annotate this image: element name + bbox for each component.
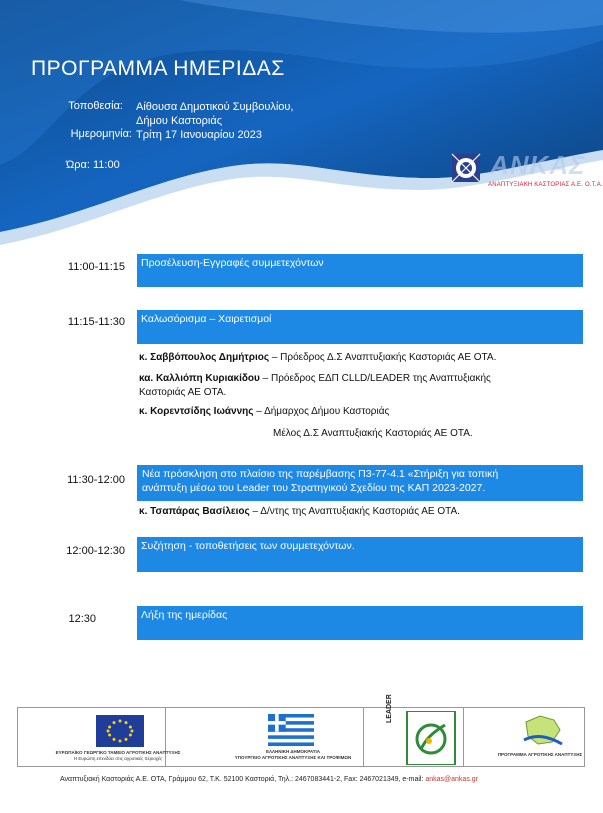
date-value: Τρίτη 17 Ιανουαρίου 2023 [136, 129, 263, 141]
rural-program-logo-icon [520, 714, 566, 750]
speaker-1-role: – Πρόεδρος Δ.Σ Αναπτυξιακής Καστοριάς ΑΕ ΟΤΑ. [269, 352, 497, 363]
rural-program-caption: ΠΡΟΓΡΑΜΜΑ ΑΓΡΟΤΙΚΗΣ ΑΝΑΠΤΥΞΗΣ [497, 752, 583, 757]
speaker-2-role: – Πρόεδρος ΕΔΠ CLLD/LEADER της Αναπτυξιακής [259, 373, 491, 384]
leader-logo-icon [393, 711, 457, 765]
eu-flag-icon [96, 715, 144, 747]
speaker-3-role-cont: Μέλος Δ.Σ Αναπτυξιακής Καστοριάς ΑΕ ΟΤΑ. [273, 428, 473, 439]
header-banner [0, 0, 603, 250]
speaker-3 [139, 405, 539, 419]
logo-divider [463, 708, 464, 766]
speaker-2-role-cont: Καστοριάς ΑΕ ΟΤΑ. [139, 387, 227, 398]
slot-time-2: 11:15-11:30 [67, 316, 125, 328]
slot-text-4: Συζήτηση - τοποθετήσεις των συμμετεχόντων. [141, 540, 355, 552]
slot-text-2: Καλωσόρισμα – Χαιρετισμοί [141, 313, 272, 325]
slot-bar-2 [137, 310, 583, 344]
funding-logos-strip [17, 694, 585, 767]
greek-flag-icon [268, 714, 314, 746]
location-line2: Δήμου Καστοριάς [136, 115, 223, 127]
logo-word: ΑΝΚΑΣ [490, 150, 586, 180]
eu-caption-1: ΕΥΡΩΠΑΪΚΟ ΓΕΩΡΓΙΚΟ ΤΑΜΕΙΟ ΑΓΡΟΤΙΚΗΣ ΑΝΑΠΤΥΞΗΣ [55, 750, 181, 755]
speaker-2 [139, 372, 539, 386]
wave-background [0, 0, 603, 250]
logo-caption: ΑΝΑΠΤΥΞΙΑΚΗ ΚΑΣΤΟΡΙΑΣ Α.Ε. Ο.Τ.Α. [488, 182, 603, 188]
footer-email-link[interactable]: ankas@ankas.gr [425, 776, 478, 783]
slot-time-1: 11:00-11:15 [67, 261, 125, 273]
slot-time-4: 12:00-12:30 [66, 545, 125, 557]
slot-bar-5 [137, 606, 583, 640]
leader-word: LEADER [386, 694, 393, 723]
slot-text-1: Προσέλευση-Εγγραφές συμμετεχόντων [141, 257, 324, 269]
location-label: Τοποθεσία: [68, 100, 123, 112]
gr-caption-2: ΥΠΟΥΡΓΕΙΟ ΑΓΡΟΤΙΚΗΣ ΑΝΑΠΤΥΞΗΣ ΚΑΙ ΤΡΟΦΙΜΩΝ [234, 755, 352, 760]
slot-bar-4 [137, 537, 583, 572]
footer-contact [60, 776, 478, 783]
slot-time-3: 11:30-12:00 [67, 474, 125, 486]
date-label: Ημερομηνία: [70, 128, 132, 140]
footer-text: Αναπτυξιακή Καστοριάς Α.Ε. ΟΤΑ, Γράμμου 62, Τ.Κ. 52100 Καστοριά, Τηλ.: 2467083441-2, Fax: 2467021349, e-mail: [60, 776, 426, 783]
location-line1: Αίθουσα Δημοτικού Συμβουλίου, [136, 101, 294, 113]
logo-divider [363, 708, 364, 766]
page-title: ΠΡΟΓΡΑΜΜΑ ΗΜΕΡΙΔΑΣ [31, 57, 285, 80]
speaker-4 [139, 505, 539, 519]
slot-text-3b: ανάπτυξη μέσω του Leader του Στρατηγικού Σχεδίου της ΚΑΠ 2023-2027. [142, 482, 486, 494]
speaker-3-role: – Δήμαρχος Δήμου Καστοριάς [253, 406, 390, 417]
slot-text-5: Λήξη της ημερίδας [141, 609, 228, 621]
speaker-1 [139, 351, 539, 365]
slot-bar-1 [137, 254, 583, 287]
speaker-3-name: κ. Κορεντσίδης Ιωάννης [139, 406, 254, 417]
gr-caption-1: ΕΛΛΗΝΙΚΗ ΔΗΜΟΚΡΑΤΙΑ [265, 749, 321, 754]
speaker-4-name: κ. Τσαπάρας Βασίλειος [139, 506, 250, 517]
slot-bar-3 [137, 465, 583, 501]
slot-time-5: 12:30 [68, 613, 96, 625]
eu-caption-2: Η Ευρώπη επενδύει στις αγροτικές περιοχές [73, 756, 163, 761]
speaker-2-name: κα. Καλλιόπη Κυριακίδου [139, 373, 260, 384]
speaker-1-name: κ. Σαββόπουλος Δημήτριος [139, 352, 270, 363]
slot-text-3a: Νέα πρόσκληση στο πλαίσιο της παρέμβασης Π3-77-4.1 «Στήριξη για τοπική [142, 468, 499, 480]
speaker-4-role: – Δ/ντης της Αναπτυξιακής Καστοριάς ΑΕ ΟΤΑ. [249, 506, 460, 517]
time-text: Ώρα: 11:00 [66, 159, 120, 171]
